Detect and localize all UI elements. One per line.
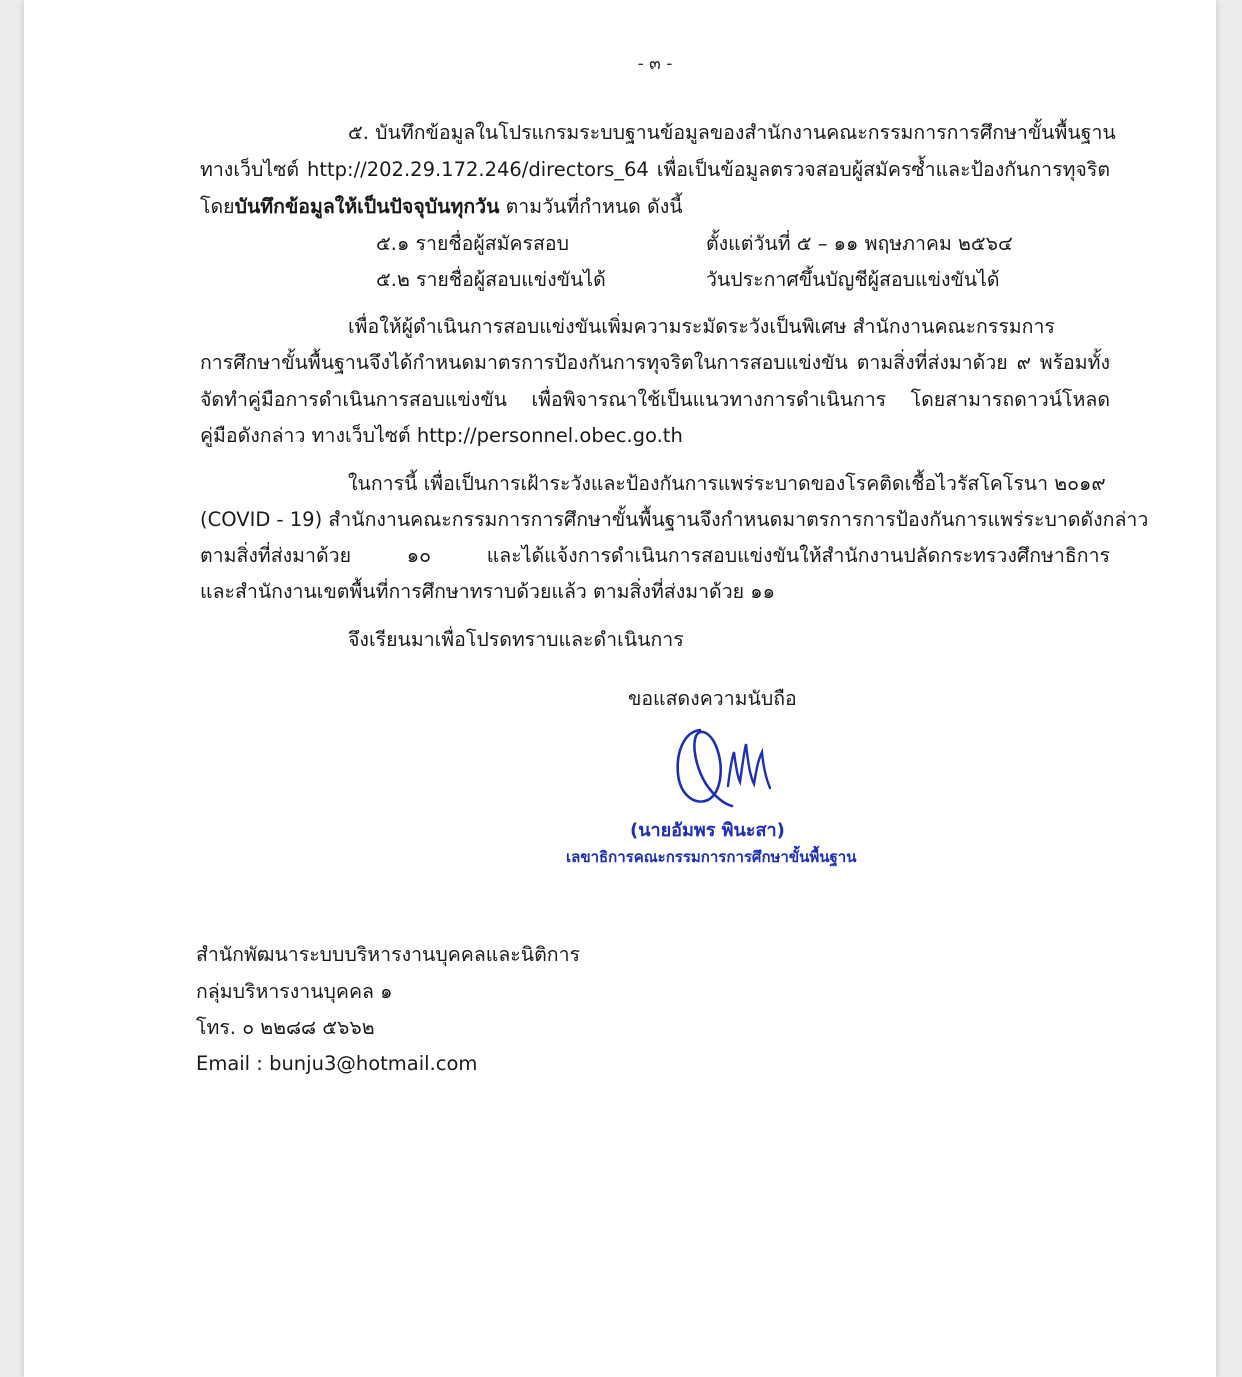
page-number: - ๓ -	[637, 54, 673, 74]
paragraph-1-line-3-prefix: โดย	[200, 195, 235, 218]
document-page	[24, 0, 1216, 1377]
footer-group: กลุ่มบริหารงานบุคคล ๑	[196, 980, 393, 1003]
footer-phone: โทร. ๐ ๒๒๘๘ ๕๖๖๒	[196, 1016, 375, 1039]
closing-salutation: ขอแสดงความนับถือ	[628, 687, 797, 710]
viewer-margin-left	[0, 0, 24, 1377]
list-item-label: ๕.๒ รายชื่อผู้สอบแข่งขันได้	[376, 268, 606, 291]
paragraph-2-line-3: จัดทำคู่มือการดำเนินการสอบแข่งขัน เพื่อพิจารณาใช้เป็นแนวทางการดำเนินการ โดยสามารถดาวน์โหลด	[200, 388, 1110, 411]
paragraph-2-line-2: การศึกษาขั้นพื้นฐานจึงได้กำหนดมาตรการป้องกันการทุจริตในการสอบแข่งขัน ตามสิ่งที่ส่งมาด้วย ๙ พร้อมทั้ง	[200, 351, 1110, 374]
paragraph-1-line-3-bold: บันทึกข้อมูลให้เป็นปัจจุบันทุกวัน	[234, 195, 500, 218]
closing-request: จึงเรียนมาเพื่อโปรดทราบและดำเนินการ	[348, 628, 684, 651]
paragraph-2-line-1: เพื่อให้ผู้ดำเนินการสอบแข่งขันเพิ่มความระมัดระวังเป็นพิเศษ สำนักงานคณะกรรมการ	[348, 315, 1055, 338]
paragraph-1-line-3-suffix: ตามวันที่กำหนด ดังนี้	[499, 195, 683, 218]
list-item	[376, 231, 1076, 257]
paragraph-1-line-1: ๕. บันทึกข้อมูลในโปรแกรมระบบฐานข้อมูลของสำนักงานคณะกรรมการการศึกษาขั้นพื้นฐาน	[348, 121, 1116, 144]
list-item	[376, 267, 1076, 293]
paragraph-3-line-3: ตามสิ่งที่ส่งมาด้วย ๑๐ และได้แจ้งการดำเนินการสอบแข่งขันให้สำนักงานปลัดกระทรวงศึกษาธิการ	[200, 544, 1110, 567]
list-item-date: วันประกาศขึ้นบัญชีผู้สอบแข่งขันได้	[706, 268, 1000, 291]
list-item-label: ๕.๑ รายชื่อผู้สมัครสอบ	[376, 232, 570, 255]
paragraph-1-line-3	[200, 194, 683, 220]
paragraph-1-line-2: ทางเว็บไซต์ http://202.29.172.246/directors_64 เพื่อเป็นข้อมูลตรวจสอบผู้สมัครซ้ำและป้องกันการทุจริต	[200, 158, 1110, 181]
paragraph-3-line-1: ในการนี้ เพื่อเป็นการเฝ้าระวังและป้องกันการแพร่ระบาดของโรคติดเชื้อไวรัสโคโรนา ๒๐๑๙	[348, 472, 1106, 495]
paragraph-2-line-4: คู่มือดังกล่าว ทางเว็บไซต์ http://personnel.obec.go.th	[200, 424, 683, 447]
signer-name: (นายอัมพร พินะสา)	[630, 820, 785, 841]
footer-email: Email : bunju3@hotmail.com	[196, 1052, 478, 1075]
paragraph-3-line-4: และสำนักงานเขตพื้นที่การศึกษาทราบด้วยแล้ว ตามสิ่งที่ส่งมาด้วย ๑๑	[200, 580, 776, 603]
signer-title: เลขาธิการคณะกรรมการการศึกษาขั้นพื้นฐาน	[566, 848, 857, 866]
handwritten-signature-icon	[670, 722, 780, 810]
paragraph-3-line-2: (COVID - 19) สำนักงานคณะกรรมการการศึกษาขั้นพื้นฐานจึงกำหนดมาตรการการป้องกันการแพร่ระบาดดังกล่าว	[200, 508, 1149, 531]
footer-office: สำนักพัฒนาระบบบริหารงานบุคคลและนิติการ	[196, 943, 581, 966]
list-item-date: ตั้งแต่วันที่ ๕ – ๑๑ พฤษภาคม ๒๕๖๔	[706, 232, 1013, 255]
viewer-margin-right	[1216, 0, 1242, 1377]
